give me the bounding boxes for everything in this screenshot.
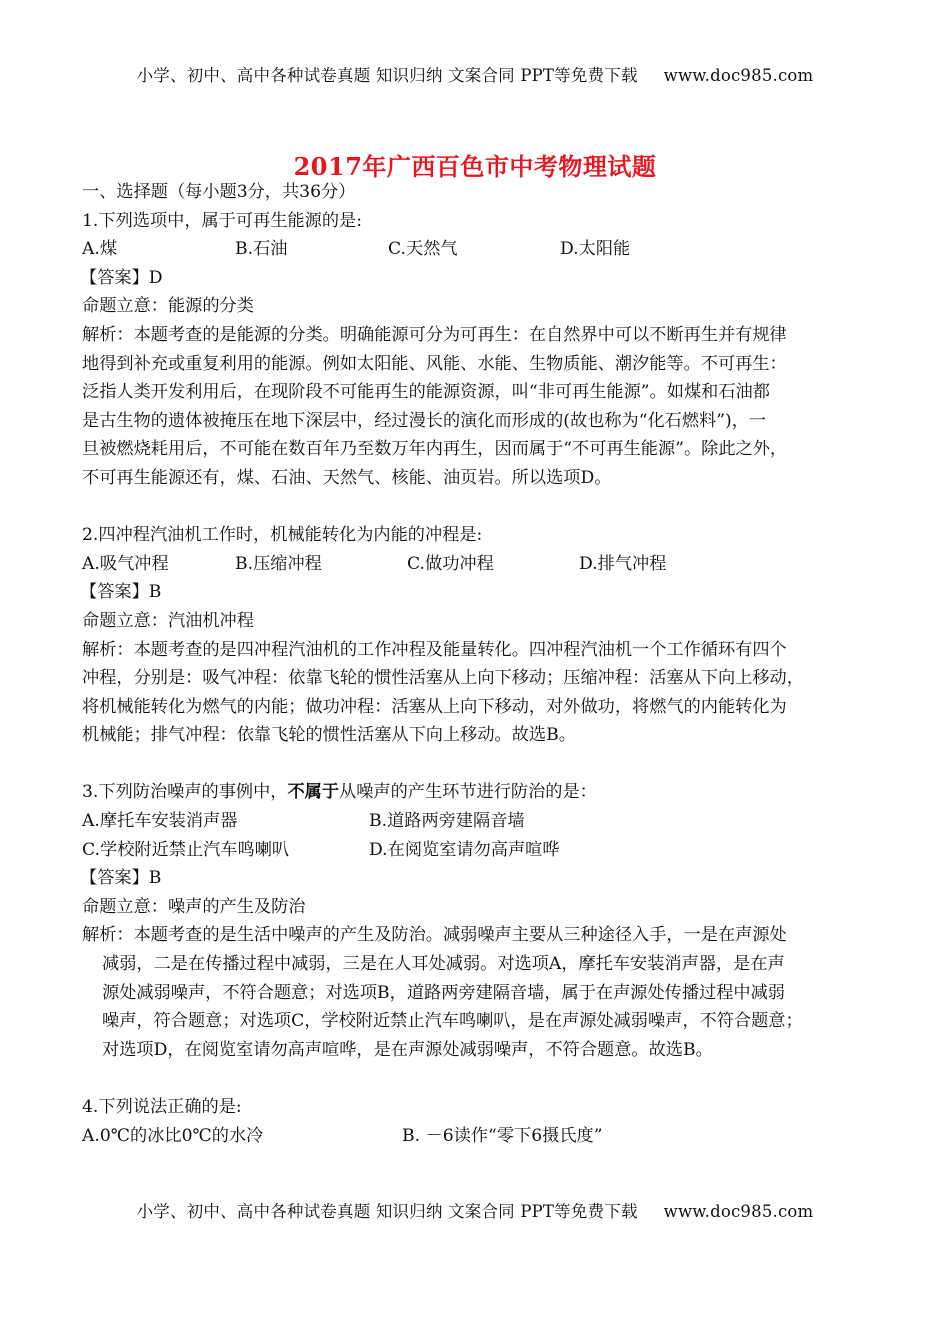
option-a: A.0℃的冰比0℃的水冷 bbox=[82, 1125, 264, 1146]
question-1 bbox=[82, 207, 882, 493]
option-b: B.石油 bbox=[235, 239, 288, 260]
question-stem: 2.四冲程汽油机工作时，机械能转化为内能的冲程是: bbox=[82, 525, 483, 546]
analysis-line: 解析：本题考查的是能源的分类。明确能源可分为可再生：在自然界中可以不断再生并有规律 bbox=[82, 324, 787, 345]
analysis-line: 解析：本题考查的是生活中噪声的产生及防治。减弱噪声主要从三种途径入手，一是在声源处 bbox=[82, 925, 787, 946]
footer-text: 小学、初中、高中各种试卷真题 知识归纳 文案合同 PPT等免费下载 bbox=[136, 1202, 638, 1221]
option-b: B.道路两旁建隔音墙 bbox=[369, 811, 525, 832]
analysis-line: 减弱，二是在传播过程中减弱，三是在人耳处减弱。对选项A，摩托车安装消声器，是在声 bbox=[102, 954, 785, 975]
page-header bbox=[0, 62, 950, 86]
footer-url[interactable]: www.doc985.com bbox=[663, 1202, 814, 1221]
option-b: B.压缩冲程 bbox=[235, 553, 322, 574]
option-a: A.煤 bbox=[82, 239, 118, 260]
question-stem bbox=[82, 778, 882, 807]
question-options bbox=[82, 1122, 882, 1151]
question-options bbox=[82, 550, 882, 579]
question-3 bbox=[82, 778, 882, 1064]
exam-content bbox=[82, 178, 882, 1150]
analysis-line: 机械能；排气冲程：依靠飞轮的惯性活塞从下向上移动。故选B。 bbox=[82, 725, 576, 746]
analysis-line: 解析：本题考查的是四冲程汽油机的工作冲程及能量转化。四冲程汽油机一个工作循环有四个 bbox=[82, 639, 787, 660]
header-url[interactable]: www.doc985.com bbox=[663, 66, 814, 85]
intent: 命题立意：能源的分类 bbox=[82, 296, 254, 317]
analysis-line: 旦被燃烧耗用后，不可能在数百年乃至数万年内再生，因而属于“不可再生能源”。除此之外， bbox=[82, 439, 788, 460]
analysis-line: 噪声，符合题意；对选项C，学校附近禁止汽车鸣喇叭，是在声源处减弱噪声，不符合题意； bbox=[102, 1011, 803, 1032]
question-options bbox=[82, 836, 882, 865]
option-a: A.摩托车安装消声器 bbox=[82, 811, 238, 832]
analysis-line: 地得到补充或重复利用的能源。例如太阳能、风能、水能、生物质能、潮汐能等。不可再生： bbox=[82, 353, 787, 374]
question-stem: 1.下列选项中，属于可再生能源的是: bbox=[82, 210, 363, 231]
page-title: 2017年广西百色市中考物理试题 bbox=[293, 152, 657, 181]
option-b: B. －6读作“零下6摄氏度” bbox=[402, 1125, 603, 1146]
analysis-line: 不可再生能源还有，煤、石油、天然气、核能、油页岩。所以选项D。 bbox=[82, 467, 612, 488]
answer: 【答案】B bbox=[80, 582, 162, 603]
analysis-line: 将机械能转化为燃气的内能；做功冲程：活塞从上向下移动，对外做功，将燃气的内能转化为 bbox=[82, 696, 787, 717]
option-c: C.学校附近禁止汽车鸣喇叭 bbox=[82, 839, 290, 860]
analysis-line: 是古生物的遗体被掩压在地下深层中，经过漫长的演化而形成的(故也称为“化石燃料”)，一 bbox=[82, 410, 767, 431]
analysis-line: 泛指人类开发利用后，在现阶段不可能再生的能源资源，叫“非可再生能源”。如煤和石油都 bbox=[82, 382, 770, 403]
question-4 bbox=[82, 1093, 882, 1150]
option-c: C.做功冲程 bbox=[407, 553, 494, 574]
header-text: 小学、初中、高中各种试卷真题 知识归纳 文案合同 PPT等免费下载 bbox=[136, 66, 638, 85]
section-heading: 一、选择题（每小题3分，共36分） bbox=[82, 182, 356, 202]
option-a: A.吸气冲程 bbox=[82, 553, 169, 574]
analysis-line: 冲程，分别是：吸气冲程：依靠飞轮的惯性活塞从上向下移动；压缩冲程：活塞从下向上移动， bbox=[82, 668, 804, 689]
question-2 bbox=[82, 521, 882, 750]
question-options bbox=[82, 235, 882, 264]
answer: 【答案】D bbox=[80, 267, 163, 288]
option-d: D.太阳能 bbox=[560, 239, 631, 260]
option-d: D.在阅览室请勿高声喧哗 bbox=[369, 839, 560, 860]
question-stem: 4.下列说法正确的是: bbox=[82, 1097, 242, 1117]
analysis-line: 源处减弱噪声，不符合题意；对选项B，道路两旁建隔音墙，属于在声源处传播过程中减弱 bbox=[102, 982, 785, 1003]
stem-emphasis: 不属于 bbox=[287, 782, 340, 803]
stem-post: 从噪声的产生环节进行防治的是： bbox=[339, 782, 597, 803]
page-footer bbox=[0, 1198, 950, 1222]
answer: 【答案】B bbox=[80, 868, 162, 889]
option-c: C.天然气 bbox=[388, 239, 458, 260]
question-options bbox=[82, 807, 882, 836]
intent: 命题立意：噪声的产生及防治 bbox=[82, 896, 306, 917]
analysis-line: 对选项D，在阅览室请勿高声喧哗，是在声源处减弱噪声，不符合题意。故选B。 bbox=[102, 1039, 713, 1060]
option-d: D.排气冲程 bbox=[579, 553, 667, 574]
intent: 命题立意：汽油机冲程 bbox=[82, 610, 254, 631]
stem-pre: 3.下列防治噪声的事例中， bbox=[82, 782, 288, 803]
